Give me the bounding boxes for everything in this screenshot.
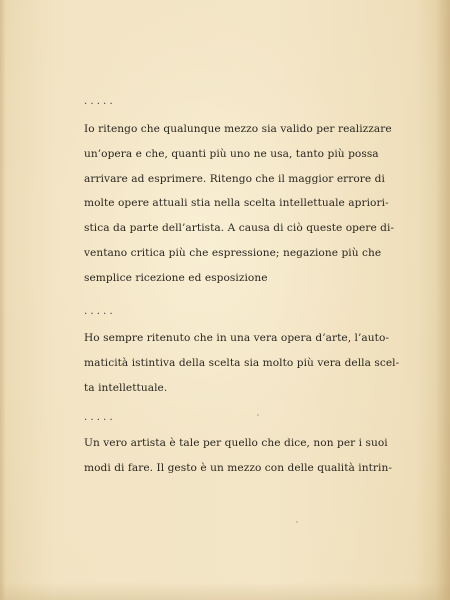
- text-line: stica da parte dell’artista. A causa di ciò queste opere di-: [84, 222, 395, 235]
- paper-speck: [296, 521, 298, 523]
- paragraph-separator: .....: [84, 306, 116, 317]
- text-line: Io ritengo che qualunque mezzo sia valido per realizzare: [84, 123, 392, 135]
- text-line: Un vero artista è tale per quello che dice, non per i suoi: [84, 437, 388, 449]
- paper-speck: [180, 250, 181, 251]
- text-line: semplice ricezione ed esposizione: [84, 271, 268, 284]
- text-line: maticità istintiva della scelta sia molto più vera della scel-: [84, 356, 400, 369]
- text-line: arrivare ad esprimere. Ritengo che il maggior errore di: [84, 172, 385, 185]
- page-edge-shadow-right: [436, 0, 450, 600]
- paragraph-2: [84, 326, 400, 400]
- text-line: Ho sempre ritenuto che in una vera opera d’arte, l’auto-: [84, 332, 390, 344]
- text-line: molte opere attuali stia nella scelta intellettuale apriori-: [84, 197, 389, 210]
- paragraph-separator: .....: [84, 412, 116, 423]
- text-line: modi di fare. Il gesto è un mezzo con delle qualità intrin-: [84, 461, 392, 474]
- text-line: un’opera e che, quanti più uno ne usa, tanto più possa: [84, 147, 379, 160]
- text-line: ta intellettuale.: [84, 381, 168, 394]
- text-line: ventano critica più che espressione; negazione più che: [84, 246, 382, 259]
- page-edge-shadow-left: [0, 0, 6, 600]
- paragraph-1: [84, 117, 395, 291]
- paper-speck: [257, 414, 259, 416]
- page-edge-shadow-bottom: [0, 582, 450, 600]
- paragraph-separator: .....: [84, 96, 116, 107]
- paragraph-3: [84, 431, 392, 481]
